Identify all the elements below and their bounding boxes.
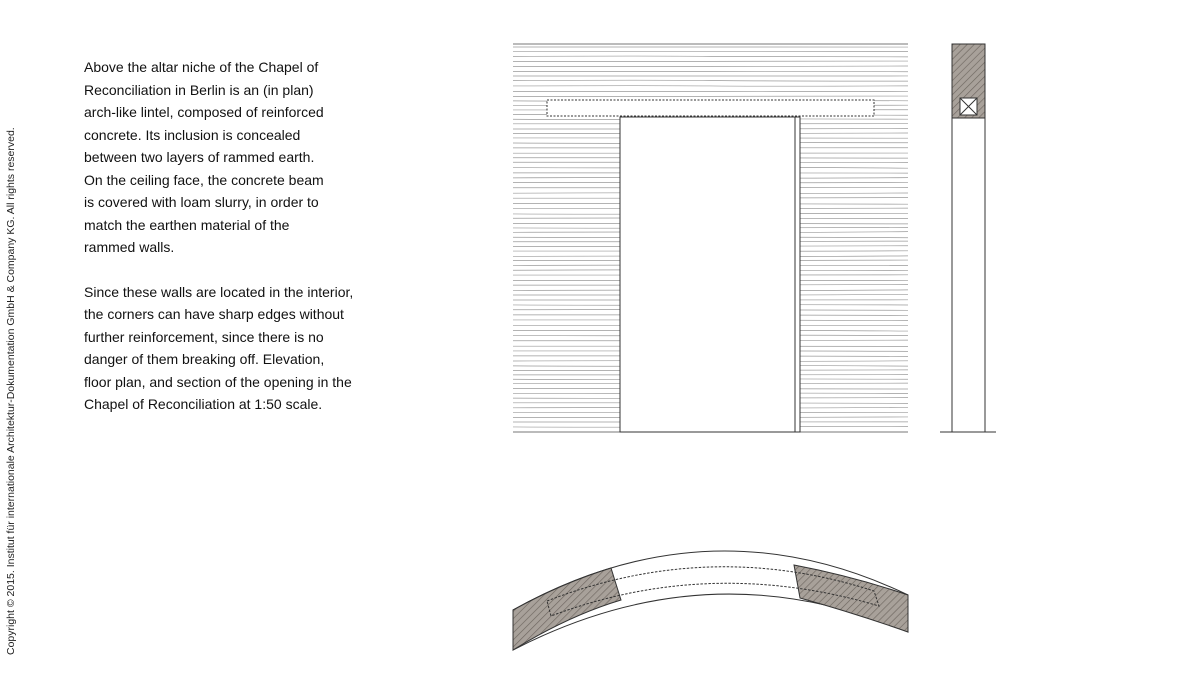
copyright-text: Copyright © 2015. Institut für internationale Architektur-Dokumentation GmbH & Company KG. All rights reserved.	[5, 127, 17, 655]
floor-plan-drawing	[513, 551, 908, 650]
elevation-drawing	[513, 44, 908, 432]
earth-layer-line	[513, 86, 908, 87]
earth-layer-line	[513, 56, 908, 57]
description-paragraph-1: Above the altar niche of the Chapel of Reconciliation in Berlin is an (in plan) arch-like lintel, composed of reinforced concrete. Its inclusion is concealed between two layers of rammed earth. On the ceiling face, the concrete beam is covered with loam slurry, in order to match the earthen material of the rammed walls.	[84, 59, 324, 255]
concrete-lintel	[547, 100, 874, 116]
earth-layer-line	[513, 80, 908, 81]
earth-layer-line	[513, 66, 908, 67]
section-opening	[952, 118, 985, 432]
section-drawing	[940, 44, 996, 432]
description-paragraph-2: Since these walls are located in the interior, the corners can have sharp edges without further reinforcement, since there is no danger of them breaking off. Elevation, floor plan, and section of the opening in the Chapel of Reconciliation at 1:50 scale.	[84, 283, 354, 412]
altar-niche-opening	[620, 117, 800, 432]
